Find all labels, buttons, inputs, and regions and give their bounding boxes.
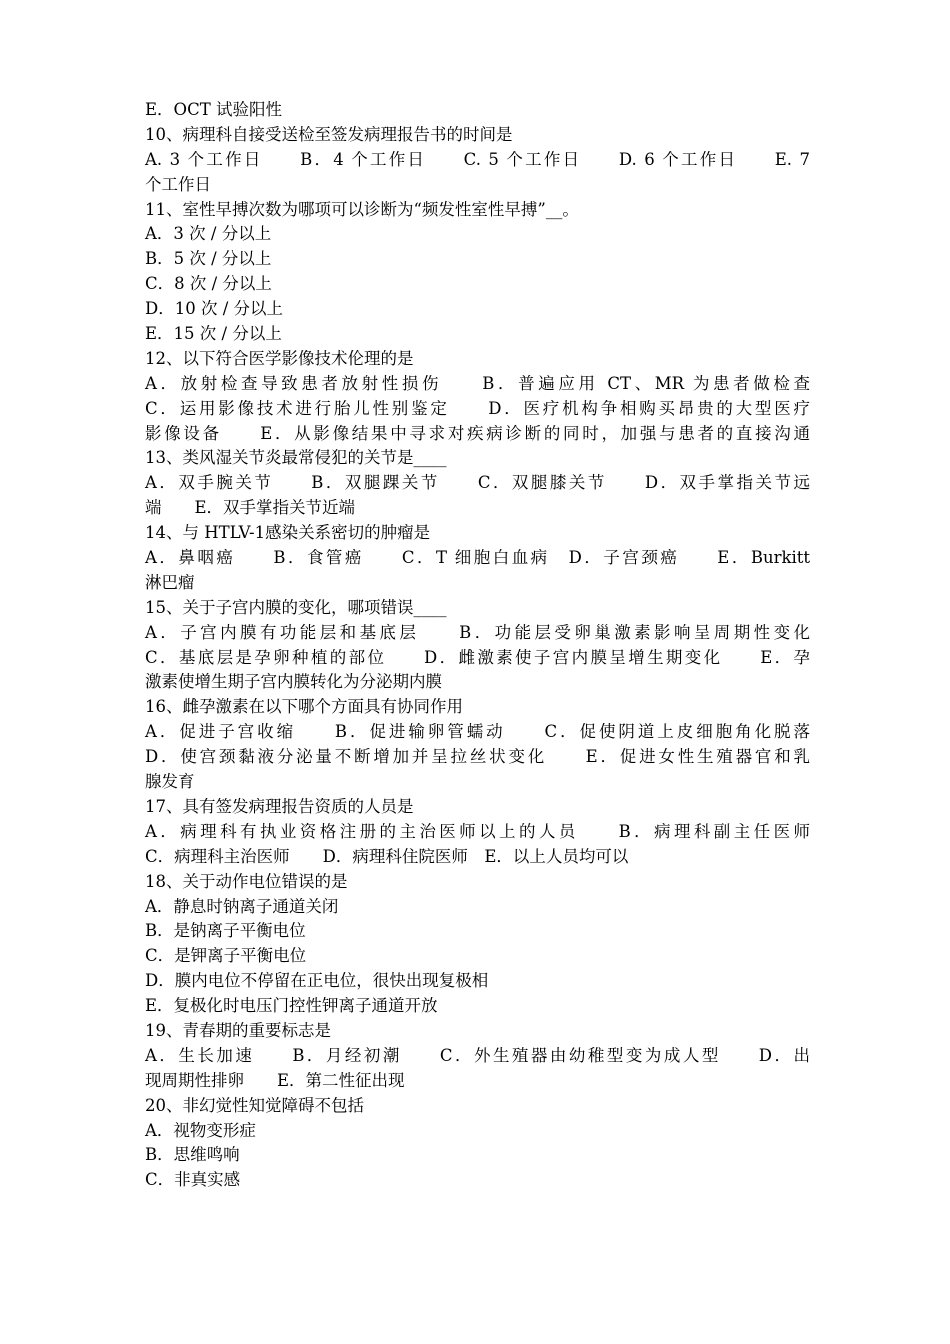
text-line: A．子宫内膜有功能层和基底层 B．功能层受卵巢激素影响呈周期性变化 bbox=[145, 622, 810, 642]
text-line: E．复极化时电压门控性钾离子通道开放 bbox=[145, 996, 438, 1016]
text-line: B．是钠离子平衡电位 bbox=[145, 921, 306, 941]
text-line: D．使宫颈黏液分泌量不断增加并呈拉丝状变化 E．促进女性生殖器官和乳 bbox=[145, 747, 810, 767]
text-line: 18、关于动作电位错误的是 bbox=[145, 871, 348, 891]
text-line: 10、病理科自接受送检至签发病理报告书的时间是 bbox=[145, 124, 513, 144]
text-line: 19、青春期的重要标志是 bbox=[145, 1020, 331, 1040]
text-line: C．病理科主治医师 D．病理科住院医师 E．以上人员均可以 bbox=[145, 846, 629, 866]
text-line: A．3 次 / 分以上 bbox=[145, 224, 272, 244]
text-line: A．生长加速 B．月经初潮 C．外生殖器由幼稚型变为成人型 D．出 bbox=[145, 1045, 810, 1065]
text-line: A．视物变形症 bbox=[145, 1120, 256, 1140]
text-line: 14、与 HTLV-1感染关系密切的肿瘤是 bbox=[145, 523, 431, 543]
text-line: A. 3 个工作日 B．4 个工作日 C. 5 个工作日 D. 6 个工作日 E. 7 bbox=[145, 149, 810, 169]
text-line: A．促进子宫收缩 B．促进输卵管蠕动 C．促使阴道上皮细胞角化脱落 bbox=[145, 722, 810, 742]
text-line: A．鼻咽癌 B．食管癌 C．T 细胞白血病 D．子宫颈癌 E．Burkitt bbox=[145, 548, 810, 568]
text-line: 腺发育 bbox=[145, 772, 195, 792]
text-line: A．放射检查导致患者放射性损伤 B．普遍应用 CT、MR 为患者做检查 bbox=[145, 373, 810, 393]
text-line: D．10 次 / 分以上 bbox=[145, 299, 284, 319]
text-line: C．是钾离子平衡电位 bbox=[145, 946, 307, 966]
document-body bbox=[145, 98, 810, 1193]
text-line: B．5 次 / 分以上 bbox=[145, 249, 272, 269]
text-line: C．8 次 / 分以上 bbox=[145, 274, 272, 294]
text-line: A．静息时钠离子通道关闭 bbox=[145, 896, 339, 916]
text-line: 淋巴瘤 bbox=[145, 572, 195, 592]
text-line: 影像设备 E．从影像结果中寻求对疾病诊断的同时，加强与患者的直接沟通 bbox=[145, 423, 810, 443]
text-line: 12、以下符合医学影像技术伦理的是 bbox=[145, 348, 414, 368]
text-line: 20、非幻觉性知觉障碍不包括 bbox=[145, 1095, 364, 1115]
text-line: C．非真实感 bbox=[145, 1170, 241, 1190]
text-line: B．思维鸣响 bbox=[145, 1145, 240, 1165]
text-line: D．膜内电位不停留在正电位，很快出现复极相 bbox=[145, 971, 489, 991]
text-line: 端 E．双手掌指关节近端 bbox=[145, 498, 356, 518]
text-line: 16、雌孕激素在以下哪个方面具有协同作用 bbox=[145, 697, 463, 717]
text-line: 13、类风湿关节炎最常侵犯的关节是____ bbox=[145, 448, 447, 468]
text-line: 17、具有签发病理报告资质的人员是 bbox=[145, 796, 414, 816]
text-line: E．15 次 / 分以上 bbox=[145, 324, 282, 344]
text-line: A．双手腕关节 B．双腿踝关节 C．双腿膝关节 D．双手掌指关节远 bbox=[145, 473, 810, 493]
text-line: 个工作日 bbox=[145, 174, 211, 194]
text-line: 11、室性早搏次数为哪项可以诊断为“频发性室性早搏”__。 bbox=[145, 199, 579, 219]
text-line: E．OCT 试验阳性 bbox=[145, 100, 282, 119]
text-line: C．运用影像技术进行胎儿性别鉴定 D．医疗机构争相购买昂贵的大型医疗 bbox=[145, 398, 810, 418]
text-line: A．病理科有执业资格注册的主治医师以上的人员 B．病理科副主任医师 bbox=[145, 821, 810, 841]
text-line: C．基底层是孕卵种植的部位 D．雌激素使子宫内膜呈增生期变化 E．孕 bbox=[145, 647, 810, 667]
text-line: 15、关于子宫内膜的变化，哪项错误____ bbox=[145, 597, 447, 617]
text-line: 激素使增生期子宫内膜转化为分泌期内膜 bbox=[145, 672, 442, 692]
text-line: 现周期性排卵 E．第二性征出现 bbox=[145, 1070, 405, 1090]
